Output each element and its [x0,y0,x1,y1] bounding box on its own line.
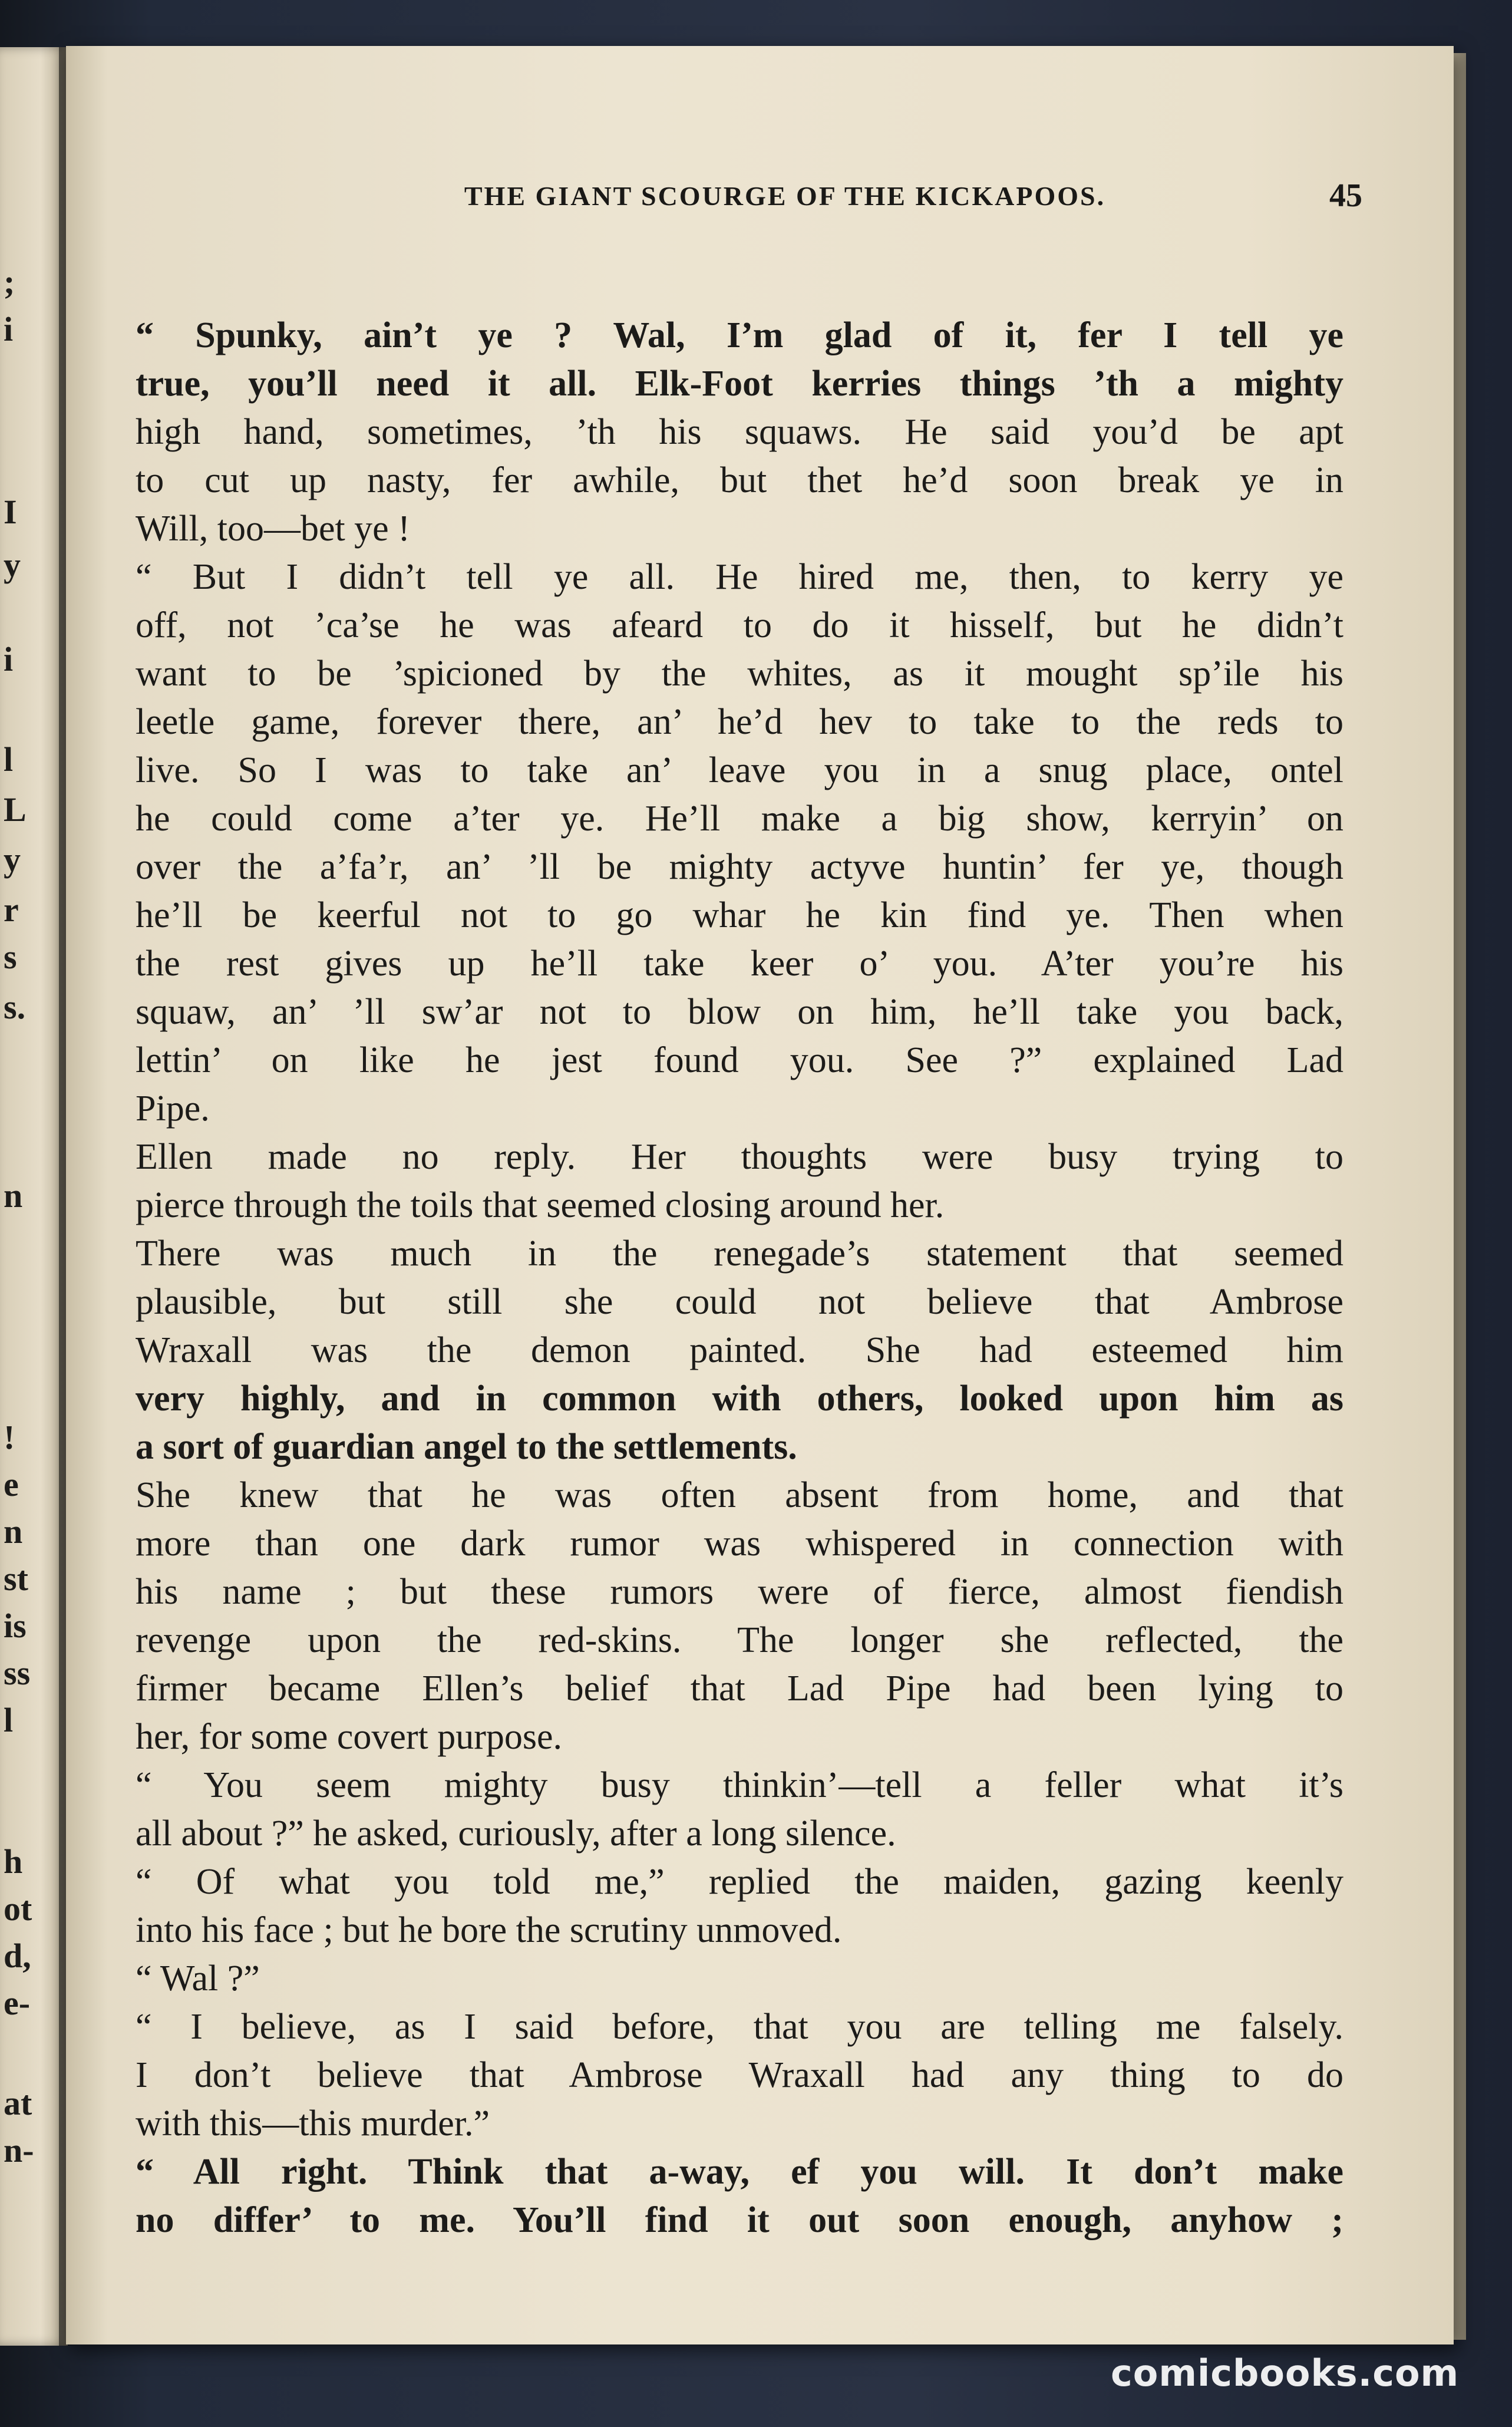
facing-page-fragment: s [4,938,17,976]
facing-page-fragment: h [4,1842,23,1881]
text-line: the rest gives up he’ll take keer o’ you. A’ter you’re his [136,944,1343,984]
facing-page-fragment: s. [4,988,26,1026]
facing-page-fragment: y [4,840,21,879]
text-line: live. So I was to take an’ leave you in a snug place, ontel [136,750,1343,790]
text-line: revenge upon the red-skins. The longer she reflected, the [136,1620,1343,1660]
text-line: over the a’fa’r, an’ ’ll be mighty actyve huntin’ fer ye, though [136,847,1343,887]
facing-page-fragment: L [4,790,27,829]
text-line: “ But I didn’t tell ye all. He hired me, then, to kerry ye [136,557,1343,597]
facing-page-fragment: I [4,493,17,531]
facing-page-edge [0,47,68,2346]
text-line: She knew that he was often absent from home, and that [136,1475,1343,1515]
text-line: high hand, sometimes, ’th his squaws. He said you’d be apt [136,412,1343,452]
facing-page-fragment: e [4,1465,19,1503]
facing-page-fragment: ot [4,1890,32,1928]
text-line: Ellen made no reply. Her thoughts were busy trying to [136,1137,1343,1177]
facing-page-fragment: y [4,546,21,584]
facing-page-fragment: ! [4,1418,15,1456]
text-line: no differ’ to me. You’ll find it out soon enough, anyhow ; [136,2200,1343,2240]
text-line: to cut up nasty, fer awhile, but thet he’d soon break ye in [136,460,1343,500]
text-line: her, for some covert purpose. [136,1717,563,1757]
text-line: into his face ; but he bore the scrutiny unmoved. [136,1910,842,1950]
text-line: Pipe. [136,1089,210,1129]
text-line: firmer became Ellen’s belief that Lad Pipe had been lying to [136,1668,1343,1709]
facing-page-fragment: n [4,1176,23,1215]
text-line: lettin’ on like he jest found you. See ?” explained Lad [136,1040,1343,1080]
book-page [66,46,1454,2344]
text-line: with this—this murder.” [136,2103,490,2144]
text-line: I don’t believe that Ambrose Wraxall had any thing to do [136,2055,1343,2095]
facing-page-fragment: st [4,1559,28,1598]
text-line: he’ll be keerful not to go whar he kin find ye. Then when [136,895,1343,935]
text-line: he could come a’ter ye. He’ll make a big show, kerryin’ on [136,799,1343,839]
text-line: Will, too—bet ye ! [136,509,410,549]
facing-page-fragment: i [4,640,14,678]
facing-page-fragment: d, [4,1937,31,1975]
text-line: leetle game, forever there, an’ he’d hev to take to the reds to [136,702,1343,742]
text-line: “ You seem mighty busy thinkin’—tell a feller what it’s [136,1765,1343,1805]
running-head: THE GIANT SCOURGE OF THE KICKAPOOS. [464,181,1106,211]
facing-page-fragment: is [4,1607,27,1645]
facing-page-fragment: e- [4,1984,31,2022]
text-line: plausible, but still she could not believe that Ambrose [136,1282,1343,1322]
text-line: “ Of what you told me,” replied the maiden, gazing keenly [136,1862,1343,1902]
page-edge [1453,53,1466,2340]
text-line: true, you’ll need it all. Elk-Foot kerries things ’th a mighty [136,364,1343,404]
facing-page-fragment: ; [4,263,15,301]
text-line: “ Wal ?” [136,1958,260,1999]
watermark: comicbooks.com [1111,2352,1460,2395]
facing-page-fragment: l [4,1701,14,1739]
text-line: very highly, and in common with others, looked upon him as [136,1379,1343,1419]
text-line: There was much in the renegade’s statement that seemed [136,1234,1343,1274]
text-line: want to be ’spicioned by the whites, as it mought sp’ile his [136,654,1343,694]
page-number: 45 [1329,177,1362,214]
facing-page-fragment: i [4,310,14,348]
text-line: more than one dark rumor was whispered in connection with [136,1524,1343,1564]
text-line: pierce through the toils that seemed closing around her. [136,1185,945,1225]
text-line: his name ; but these rumors were of fierce, almost fiendish [136,1572,1343,1612]
text-line: “ I believe, as I said before, that you are telling me falsely. [136,2007,1343,2047]
facing-page-fragment: at [4,2084,32,2122]
facing-page-fragment: ss [4,1654,31,1692]
text-line: squaw, an’ ’ll sw’ar not to blow on him, he’ll take you back, [136,992,1343,1032]
text-line: a sort of guardian angel to the settlements. [136,1427,797,1467]
text-line: Wraxall was the demon painted. She had esteemed him [136,1330,1343,1370]
text-line: all about ?” he asked, curiously, after a long silence. [136,1813,896,1854]
text-line: “ Spunky, ain’t ye ? Wal, I’m glad of it, fer I tell ye [136,315,1343,355]
body-text [136,311,1343,2244]
text-line: off, not ’ca’se he was afeard to do it hisself, but he didn’t [136,605,1343,645]
facing-page-fragment: r [4,891,19,929]
facing-page-fragment: l [4,740,14,779]
facing-page-fragment: n- [4,2131,34,2169]
facing-page-fragment: n [4,1512,23,1551]
text-line: “ All right. Think that a-way, ef you will. It don’t make [136,2152,1343,2192]
